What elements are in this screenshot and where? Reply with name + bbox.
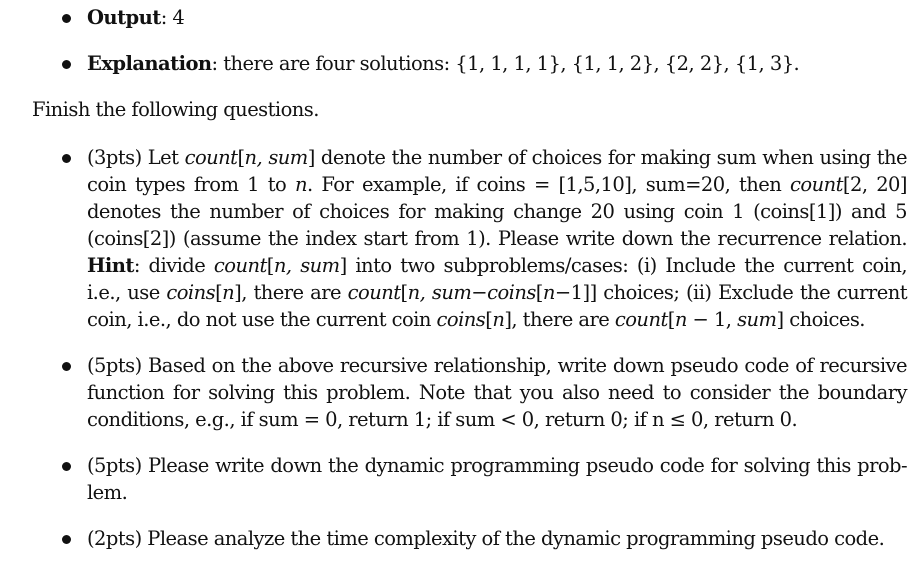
q3-line-2: lem. bbox=[87, 481, 128, 504]
output-label: Output bbox=[87, 6, 161, 29]
explanation-line bbox=[87, 50, 799, 77]
intro-text: Finish the following questions. bbox=[32, 98, 319, 121]
output-line bbox=[87, 4, 184, 31]
q3-line-1: (5pts) Please write down the dynamic programming pseudo code for solving this prob- bbox=[87, 454, 907, 477]
hint-label: Hint bbox=[87, 254, 134, 277]
bullet-q4 bbox=[62, 535, 71, 544]
q2-line-1: (5pts) Based on the above recursive relationship, write down pseudo code of recursive bbox=[87, 354, 907, 377]
bullet-q2 bbox=[62, 362, 71, 371]
output-value: : 4 bbox=[160, 6, 185, 29]
q1-line-7: coin, i.e., do not use the current coin coins[n], there are count[n − 1, sum] choices. bbox=[87, 308, 865, 331]
bullet-output bbox=[62, 14, 71, 23]
q4-line-1: (2pts) Please analyze the time complexity of the dynamic programming pseudo code. bbox=[87, 527, 885, 550]
q1-line-6: i.e., use coins[n], there are count[n, sum−coins[n−1]] choices; (ii) Exclude the current bbox=[87, 281, 907, 304]
q1-line-5: Hint: divide count[n, sum] into two subproblems/cases: (i) Include the current coin, bbox=[87, 254, 908, 277]
q1-line-1: (3pts) Let count[n, sum] denote the number of choices for making sum when using the bbox=[87, 146, 907, 169]
q1-line-4: (coins[2]) (assume the index start from 1). Please write down the recurrence relation. bbox=[87, 227, 907, 250]
explanation-text: : there are four solutions: {1, 1, 1, 1}, {1, 1, 2}, {2, 2}, {1, 3}. bbox=[211, 52, 800, 75]
q1-line-2: coin types from 1 to n. For example, if coins = [1,5,10], sum=20, then count[2, 20] bbox=[87, 173, 907, 196]
bullet-q1 bbox=[62, 154, 71, 163]
q2-line-3: conditions, e.g., if sum = 0, return 1; if sum < 0, return 0; if n ≤ 0, return 0. bbox=[87, 408, 798, 431]
bullet-explanation bbox=[62, 60, 71, 69]
explanation-label: Explanation bbox=[87, 52, 212, 75]
q1-line-3: denotes the number of choices for making change 20 using coin 1 (coins[1]) and 5 bbox=[87, 200, 907, 223]
q2-line-2: function for solving this problem. Note that you also need to consider the boundary bbox=[87, 381, 907, 404]
bullet-q3 bbox=[62, 462, 71, 471]
